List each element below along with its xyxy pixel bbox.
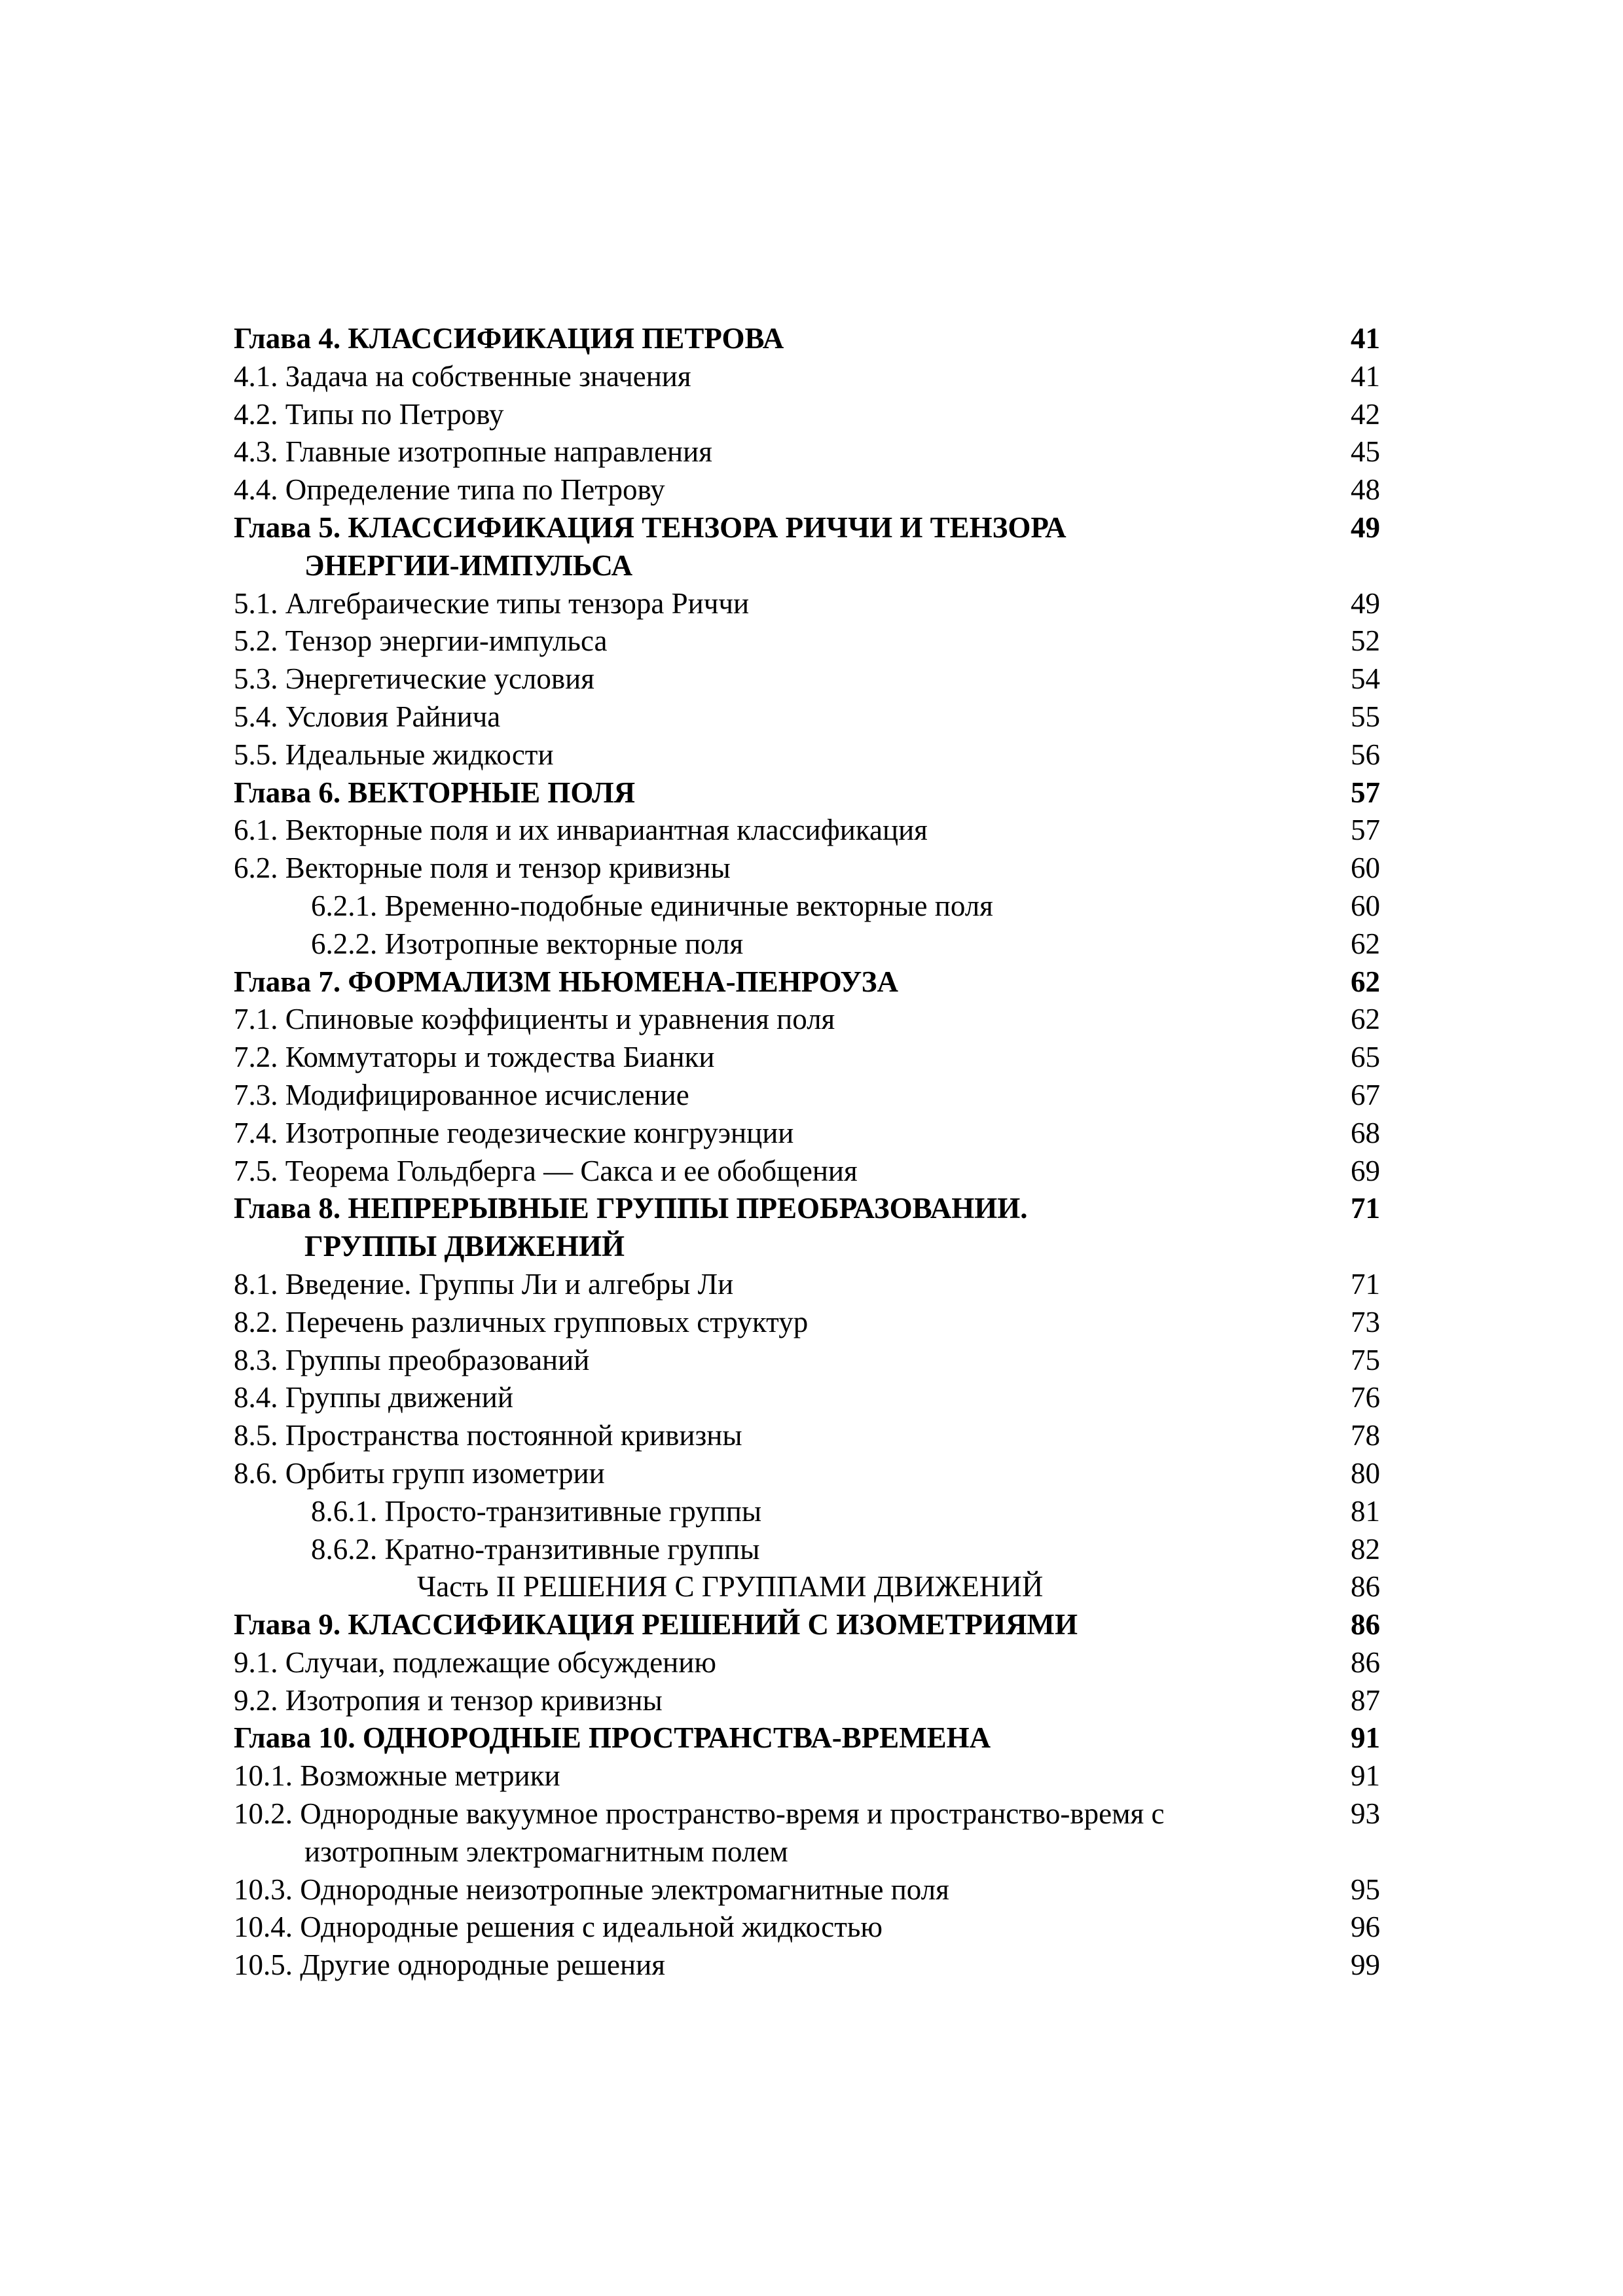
toc-entry-page: 91	[1351, 1721, 1380, 1755]
toc-entry-title: 7.1. Спиновые коэффициенты и уравнения поля	[234, 1003, 835, 1036]
toc-entry-title: 10.5. Другие однородные решения	[234, 1948, 665, 1982]
toc-entry-page: 82	[1351, 1532, 1380, 1566]
toc-section-row	[234, 471, 1380, 509]
toc-entry-page: 71	[1351, 1267, 1380, 1300]
toc-entry-title: изотропным электромагнитным полем	[304, 1835, 788, 1868]
toc-entry-title: 4.3. Главные изотропные направления	[234, 435, 712, 469]
toc-section-row	[234, 850, 1380, 888]
toc-entry-title: 7.2. Коммутаторы и тождества Бианки	[234, 1041, 715, 1074]
toc-chapter-row	[234, 1190, 1380, 1228]
toc-section-row	[234, 1795, 1380, 1833]
toc-entry-title: Глава 9. КЛАССИФИКАЦИЯ РЕШЕНИЙ С ИЗОМЕТРИЯМИ	[234, 1608, 1078, 1641]
toc-section-row	[234, 736, 1380, 774]
toc-entry-page: 93	[1351, 1797, 1380, 1831]
toc-entry-page: 99	[1351, 1948, 1380, 1982]
toc-entry-title: 8.6. Орбиты групп изометрии	[234, 1456, 605, 1490]
toc-section-row	[234, 1871, 1380, 1909]
toc-section-row	[234, 1417, 1380, 1455]
toc-entry-page: 57	[1351, 814, 1380, 847]
toc-entry-title: 8.6.1. Просто-транзитивные группы	[311, 1494, 762, 1528]
toc-section-row	[234, 1266, 1380, 1304]
toc-entry-page: 55	[1351, 700, 1380, 733]
toc-entry-page: 87	[1351, 1683, 1380, 1717]
toc-section-row	[234, 396, 1380, 434]
toc-entry-title: ГРУППЫ ДВИЖЕНИЙ	[304, 1230, 625, 1263]
toc-entry-page: 86	[1351, 1608, 1380, 1641]
toc-section-row	[234, 433, 1380, 471]
toc-entry-page: 54	[1351, 662, 1380, 696]
toc-chapter-row	[234, 509, 1380, 547]
toc-entry-page: 80	[1351, 1456, 1380, 1490]
toc-entry-page: 67	[1351, 1078, 1380, 1111]
toc-section-row	[234, 1039, 1380, 1077]
toc-section-row	[234, 1153, 1380, 1191]
toc-section-row	[234, 1001, 1380, 1039]
toc-section-row	[234, 1455, 1380, 1493]
toc-section-row	[234, 1531, 1380, 1569]
toc-entry-title: 8.5. Пространства постоянной кривизны	[234, 1419, 742, 1452]
toc-entry-title: Часть II РЕШЕНИЯ С ГРУППАМИ ДВИЖЕНИЙ	[417, 1570, 1044, 1604]
toc-section-row	[234, 1379, 1380, 1417]
toc-entry-title: 10.1. Возможные метрики	[234, 1759, 560, 1793]
toc-entry-title: 7.4. Изотропные геодезические конгруэнции	[234, 1116, 794, 1149]
toc-section-row	[234, 1833, 1380, 1871]
toc-entry-title: 4.2. Типы по Петрову	[234, 397, 504, 431]
toc-entry-title: 8.3. Группы преобразований	[234, 1343, 590, 1376]
toc-entry-title: 4.4. Определение типа по Петрову	[234, 473, 665, 507]
toc-entry-page: 49	[1351, 511, 1380, 544]
toc-entry-title: 8.4. Группы движений	[234, 1381, 513, 1414]
table-of-contents	[234, 320, 1380, 1984]
toc-entry-page: 49	[1351, 586, 1380, 620]
toc-entry-title: 5.4. Условия Райнича	[234, 700, 501, 733]
toc-section-row	[234, 1077, 1380, 1115]
toc-entry-page: 60	[1351, 852, 1380, 885]
toc-entry-page: 86	[1351, 1645, 1380, 1679]
toc-section-row	[234, 888, 1380, 925]
toc-entry-title: 8.1. Введение. Группы Ли и алгебры Ли	[234, 1267, 734, 1300]
toc-entry-page: 56	[1351, 738, 1380, 771]
toc-section-row	[234, 1342, 1380, 1380]
toc-entry-title: 6.2.2. Изотропные векторные поля	[311, 927, 744, 960]
toc-entry-title: 10.2. Однородные вакуумное пространство-время и пространство-время с	[234, 1797, 1165, 1831]
toc-entry-title: Глава 6. ВЕКТОРНЫЕ ПОЛЯ	[234, 776, 636, 809]
toc-chapter-row	[234, 547, 1380, 585]
toc-entry-page: 73	[1351, 1305, 1380, 1338]
toc-entry-title: Глава 8. НЕПРЕРЫВНЫЕ ГРУППЫ ПРЕОБРАЗОВАНИИ.	[234, 1192, 1028, 1225]
toc-entry-page: 91	[1351, 1759, 1380, 1793]
toc-entry-page: 81	[1351, 1494, 1380, 1528]
toc-entry-title: 7.3. Модифицированное исчисление	[234, 1078, 689, 1111]
toc-section-row	[234, 698, 1380, 736]
toc-entry-page: 62	[1351, 927, 1380, 960]
toc-entry-page: 68	[1351, 1116, 1380, 1149]
toc-section-row	[234, 1115, 1380, 1153]
toc-entry-page: 45	[1351, 435, 1380, 469]
toc-section-row	[234, 1682, 1380, 1720]
toc-entry-page: 78	[1351, 1419, 1380, 1452]
toc-entry-title: 5.1. Алгебраические типы тензора Риччи	[234, 586, 750, 620]
toc-entry-title: 4.1. Задача на собственные значения	[234, 359, 691, 393]
toc-entry-title: 8.6.2. Кратно-транзитивные группы	[311, 1532, 760, 1566]
toc-entry-title: 7.5. Теорема Гольдберга — Сакса и ее обобщения	[234, 1154, 858, 1187]
toc-entry-page: 86	[1351, 1570, 1380, 1604]
toc-chapter-row	[234, 1228, 1380, 1266]
toc-section-row	[234, 1909, 1380, 1946]
toc-section-row	[234, 622, 1380, 660]
toc-entry-title: 5.2. Тензор энергии-импульса	[234, 624, 608, 658]
toc-section-row	[234, 358, 1380, 396]
toc-entry-page: 57	[1351, 776, 1380, 809]
toc-entry-page: 60	[1351, 889, 1380, 922]
toc-entry-title: Глава 4. КЛАССИФИКАЦИЯ ПЕТРОВА	[234, 322, 784, 355]
toc-entry-page: 42	[1351, 397, 1380, 431]
toc-section-row	[234, 1493, 1380, 1531]
toc-entry-page: 41	[1351, 322, 1380, 355]
toc-section-row	[234, 1304, 1380, 1342]
toc-entry-title: 9.2. Изотропия и тензор кривизны	[234, 1683, 663, 1717]
toc-chapter-row	[234, 963, 1380, 1001]
toc-entry-page: 69	[1351, 1154, 1380, 1187]
toc-entry-title: Глава 5. КЛАССИФИКАЦИЯ ТЕНЗОРА РИЧЧИ И ТЕНЗОРА	[234, 511, 1067, 544]
toc-entry-title: 9.1. Случаи, подлежащие обсуждению	[234, 1645, 716, 1679]
toc-section-row	[234, 1644, 1380, 1682]
toc-entry-title: 6.2.1. Временно-подобные единичные векторные поля	[311, 889, 993, 922]
toc-section-row	[234, 925, 1380, 963]
toc-section-row	[234, 585, 1380, 623]
toc-section-row	[234, 812, 1380, 850]
toc-entry-page: 75	[1351, 1343, 1380, 1376]
toc-entry-page: 95	[1351, 1873, 1380, 1906]
toc-chapter-row	[234, 320, 1380, 358]
toc-part-row	[234, 1568, 1380, 1606]
toc-entry-page: 48	[1351, 473, 1380, 507]
toc-entry-title: 10.4. Однородные решения с идеальной жидкостью	[234, 1910, 883, 1944]
toc-entry-title: 10.3. Однородные неизотропные электромагнитные поля	[234, 1873, 949, 1906]
toc-entry-page: 62	[1351, 1003, 1380, 1036]
toc-entry-page: 96	[1351, 1910, 1380, 1944]
toc-entry-title: Глава 7. ФОРМАЛИЗМ НЬЮМЕНА-ПЕНРОУЗА	[234, 965, 898, 998]
toc-entry-page: 41	[1351, 359, 1380, 393]
toc-entry-page: 52	[1351, 624, 1380, 658]
toc-entry-title: Глава 10. ОДНОРОДНЫЕ ПРОСТРАНСТВА-ВРЕМЕНА	[234, 1721, 991, 1755]
toc-entry-title: 5.3. Энергетические условия	[234, 662, 594, 696]
toc-section-row	[234, 1946, 1380, 1984]
toc-entry-title: 5.5. Идеальные жидкости	[234, 738, 554, 771]
toc-entry-page: 76	[1351, 1381, 1380, 1414]
toc-entry-title: 8.2. Перечень различных групповых структур	[234, 1305, 809, 1338]
toc-entry-title: ЭНЕРГИИ-ИМПУЛЬСА	[304, 548, 633, 582]
toc-entry-title: 6.2. Векторные поля и тензор кривизны	[234, 852, 731, 885]
toc-entry-title: 6.1. Векторные поля и их инвариантная классификация	[234, 814, 928, 847]
toc-section-row	[234, 1757, 1380, 1795]
toc-chapter-row	[234, 1719, 1380, 1757]
toc-entry-page: 65	[1351, 1041, 1380, 1074]
toc-section-row	[234, 660, 1380, 698]
toc-chapter-row	[234, 1606, 1380, 1644]
toc-chapter-row	[234, 774, 1380, 812]
toc-entry-page: 71	[1351, 1192, 1380, 1225]
toc-entry-page: 62	[1351, 965, 1380, 998]
